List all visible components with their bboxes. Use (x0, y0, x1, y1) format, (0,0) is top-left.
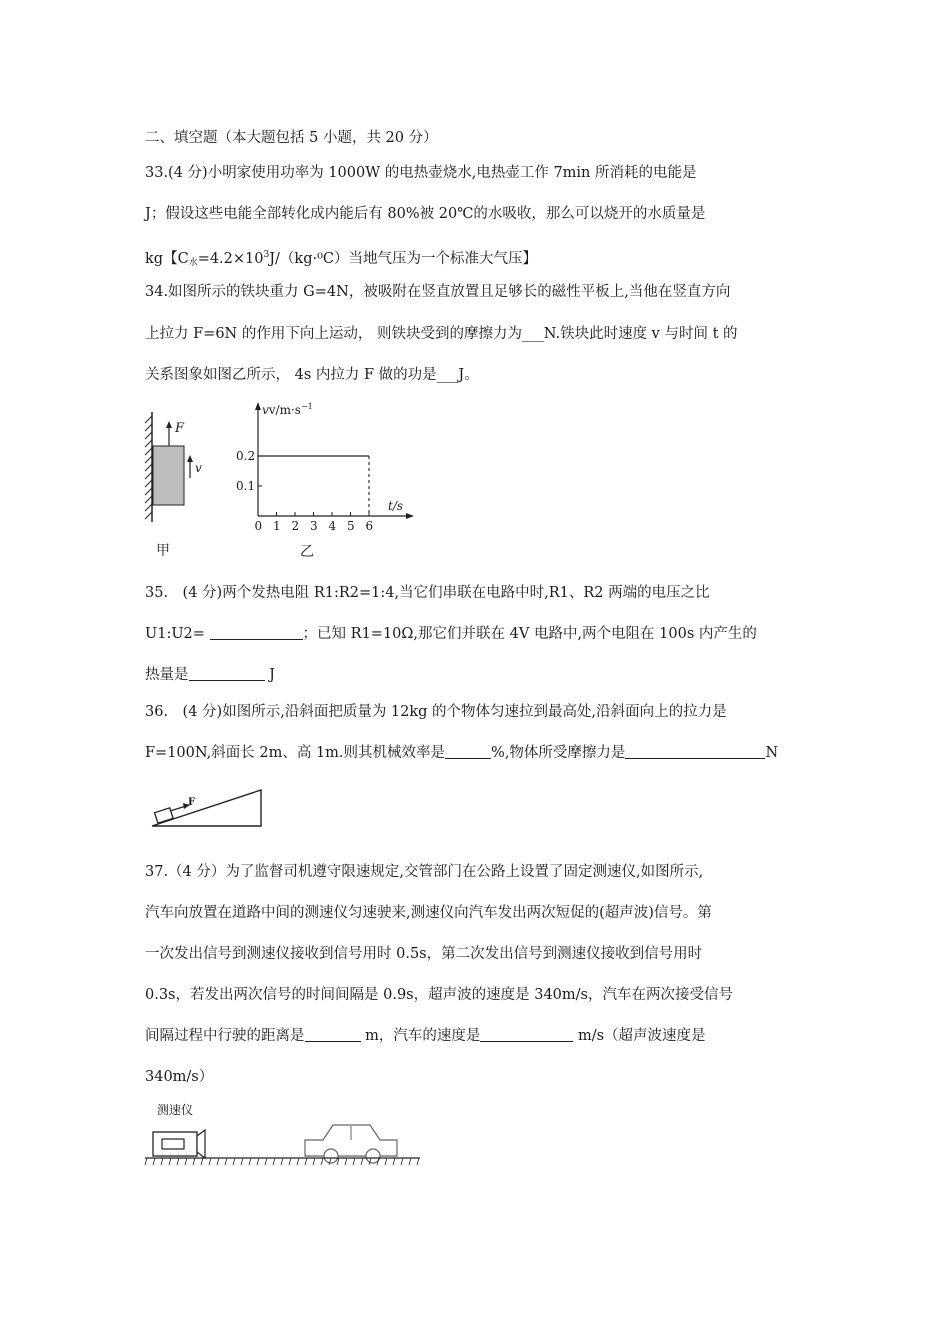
figure-yi-vt-graph (228, 398, 428, 563)
speed-detector-device (153, 1130, 205, 1158)
tick-group (236, 449, 373, 533)
q36-line-2-a: F=100N,斜面长 2m、高 1m.则其机械效率是 (145, 745, 446, 761)
speed-detector-label: 测速仪 (157, 1103, 194, 1117)
q35-line-2-b: ；已知 R1=10Ω,那它们并联在 4V 电路中,两个电阻在 100s 内产生的 (302, 626, 757, 642)
q37-line-5-b: m，汽车的速度是 (360, 1028, 481, 1044)
figure-incline (148, 788, 268, 833)
velocity-arrow (187, 455, 193, 478)
q35-line-3-b: J (264, 667, 275, 683)
y-axis (255, 402, 261, 516)
y-tick-label-0.2: 0.2 (236, 449, 256, 463)
y-axis-label-sup: −1 (300, 402, 313, 411)
q33-line-3-a: kg【C (145, 251, 189, 267)
q36-line-2 (145, 743, 778, 763)
magnetic-wall (145, 412, 152, 522)
q33-line-2: J；假设这些电能全部转化成内能后有 80%被 20℃的水吸收，那么可以烧开的水质量是 (145, 206, 706, 222)
q36-efficiency-blank[interactable] (445, 744, 491, 759)
x-tick-label-6: 6 (365, 519, 374, 533)
q33-subscript-water: 水 (188, 258, 198, 268)
q36-line-1: 36. (4 分)如图所示,沿斜面把质量为 12kg 的个物体匀速拉到最高处,沿斜面向上的拉力是 (145, 704, 727, 720)
q33-line-3-b: =4.2×10 (197, 251, 264, 267)
q35-line-2 (145, 624, 757, 644)
x-tick-label-0: 0 (254, 519, 263, 533)
q35-heat-blank[interactable] (189, 666, 265, 681)
q33-line-1: 33.(4 分)小明家使用功率为 1000W 的电热壶烧水,电热壶工作 7min 所消耗的电能是 (145, 165, 697, 181)
q37-line-5-c: m/s（超声波速度是 (573, 1028, 706, 1044)
q34-line-2: 上拉力 F=6N 的作用下向上运动， 则铁块受到的摩擦力为___N.铁块此时速度 v 与时间 t 的 (145, 326, 738, 342)
x-tick-label-5: 5 (347, 519, 355, 533)
y-axis-label-text: v/m·s (268, 403, 301, 417)
series-group (258, 456, 369, 516)
x-tick-label-3: 3 (310, 519, 318, 533)
velocity-label: v (195, 461, 202, 475)
incline-block (155, 808, 174, 823)
incline-force-label: F (188, 797, 196, 808)
incline-force-arrow (170, 803, 190, 811)
q37-line-3: 一次发出信号到测速仪接收到信号用时 0.5s，第二次发出信号到测速仪接收到信号用时 (145, 946, 703, 962)
x-tick-label-4: 4 (328, 519, 337, 533)
q33-superscript-3: 3 (263, 250, 270, 260)
q37-line-2: 汽车向放置在道路中间的测速仪匀速驶来,测速仪向汽车发出两次短促的(超声波)信号。第 (145, 905, 712, 921)
q35-line-3 (145, 665, 275, 685)
figure-speed-detector (145, 1098, 425, 1170)
x-axis-label: t/s (388, 499, 404, 513)
q37-speed-blank[interactable] (480, 1027, 573, 1042)
q37-line-5-a: 间隔过程中行驶的距离是 (145, 1028, 305, 1044)
force-label: F (175, 421, 185, 436)
q35-voltage-ratio-blank[interactable] (210, 625, 303, 640)
q35-line-3-a: 热量是 (145, 667, 189, 683)
x-tick-label-1: 1 (273, 519, 281, 533)
force-arrow (166, 421, 172, 446)
q37-line-6: 340m/s） (145, 1069, 214, 1085)
q36-line-2-c: N (765, 745, 779, 761)
q35-line-1: 35. (4 分)两个发热电阻 R1:R2=1:4,当它们串联在电路中时,R1、R2 两端的电压之比 (145, 585, 710, 601)
y-axis-label: $vv/m\cdot s^{-1}$ (262, 402, 313, 417)
q33-line-3-c: J/（kg·⁰C）当地气压为一个标准大气压】 (269, 251, 538, 267)
x-tick-label-2: 2 (291, 519, 300, 533)
figure-jia-caption: 甲 (156, 543, 170, 559)
figure-yi-caption: 乙 (300, 544, 314, 560)
q36-line-2-b: %,物体所受摩擦力是 (491, 745, 626, 761)
q37-line-1: 37.（4 分）为了监督司机遵守限速规定,交管部门在公路上设置了固定测速仪,如图所示, (145, 864, 704, 880)
figure-jia (140, 412, 210, 562)
q34-line-3: 关系图象如图乙所示， 4s 内拉力 F 做的功是___J。 (145, 367, 479, 383)
car-icon (305, 1125, 397, 1163)
q36-friction-blank[interactable] (625, 744, 765, 759)
iron-block (153, 446, 184, 505)
q33-line-3 (145, 245, 537, 273)
q37-line-4: 0.3s，若发出两次信号的时间间隔是 0.9s，超声波的速度是 340m/s，汽车在两次接受信号 (145, 987, 733, 1003)
q34-line-1: 34.如图所示的铁块重力 G=4N，被吸附在竖直放置且足够长的磁性平板上,当他在竖直方向 (145, 284, 731, 300)
q37-line-5 (145, 1026, 706, 1046)
q35-line-2-a: U1:U2= (145, 626, 210, 642)
section-title: 二、填空题（本大题包括 5 小题，共 20 分） (145, 130, 438, 146)
q37-distance-blank[interactable] (305, 1027, 361, 1042)
road (145, 1158, 420, 1165)
y-tick-label-0.1: 0.1 (236, 479, 256, 493)
